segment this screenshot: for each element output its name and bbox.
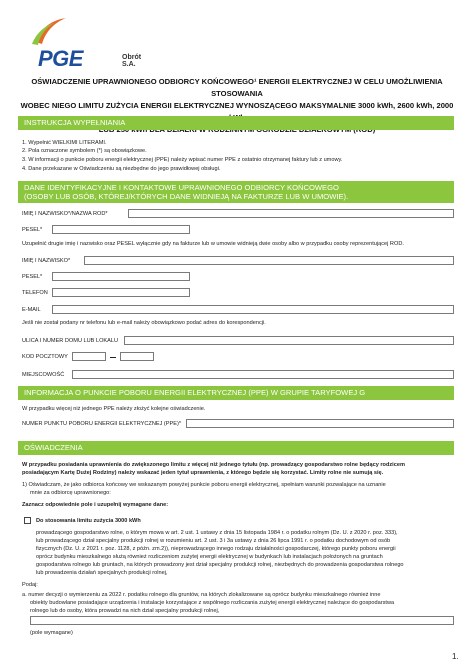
identification-header: [18, 181, 454, 203]
brand-subtitle: Obrót S.A.: [122, 54, 142, 68]
email-label: E-MAIL: [22, 307, 41, 313]
name2-input[interactable]: [84, 256, 454, 265]
street-label: ULICA I NUMER DOMU LUB LOKALU: [22, 338, 119, 344]
name-label: IMIĘ I NAZWISKO*/NAZWA ROD*: [22, 211, 108, 217]
give-label: Podaj:: [22, 582, 38, 588]
phone-label: TELEFON: [22, 290, 48, 296]
name2-label: IMIĘ I NAZWISKO*: [22, 258, 71, 264]
item-a-line-1: a. numer decyzji o wymierzeniu za 2022 r. podatku rolnego dla gruntów, na których zlokalizowane są oprócz budynku mieszkalnego również inne: [22, 592, 381, 598]
item-a-line-2: obiekty budowlane posiadające urządzenia i instalacje korzystające z wspólnego rozliczania zużytej energii elektrycznej należące do gospodarstwa: [30, 600, 395, 606]
title-line-1: OŚWIADCZENIE UPRAWNIONEGO ODBIORCY KOŃCOWEGO¹ ENERGII ELEKTRYCZNEJ W CELU UMOŻLIWIENIA STOSOWANIA: [31, 77, 443, 98]
limit-3000-checkbox[interactable]: [24, 517, 31, 524]
city-label: MIEJSCOWOŚĆ: [22, 372, 65, 378]
declarations-header: OŚWIADCZENIA: [18, 441, 454, 455]
decision-number-input[interactable]: [30, 616, 454, 625]
email-input[interactable]: [52, 305, 454, 314]
pge-logo: [18, 14, 142, 71]
mark-instruction: Zaznacz odpowiednie pole i uzupełnij wymagane dane:: [22, 502, 169, 508]
pesel2-input[interactable]: [52, 272, 190, 281]
limit-3000-text-5: gospodarstwa rolnego lub gruntach, na których prowadzony jest dział specjalny produkcji rolnej, niezbędnych do prowadzenia gospodarstwa rolnego: [36, 562, 404, 568]
limit-3000-text-6: lub prowadzenia działań specjalnych produkcji rolnej,: [36, 570, 168, 576]
ppe-header: INFORMACJA O PUNKCIE POBORU ENERGII ELEKTRYCZNEJ (PPE) W GRUPIE TARYFOWEJ G: [18, 386, 454, 400]
declaration-1-line-1: 1) Oświadczam, że jako odbiorca końcowy we wskazanym powyżej punkcie poboru energii elektrycznej, spełniam warunki pozwalające na uznanie: [22, 482, 386, 488]
contact-note: Jeśli nie został podany nr telefonu lub e-mail należy obowiązkowo podać adres do korespondencji.: [22, 320, 266, 326]
phone-input[interactable]: [52, 288, 190, 297]
limit-3000-text-1: prowadzącego gospodarstwo rolne, o którym mowa w art. 2 ust. 1 ustawy z dnia 15 listopada 1984 r. o podatku rolnym (Dz. U. z 2020 r. poz. 333),: [36, 530, 398, 536]
pesel2-label: PESEL*: [22, 274, 43, 280]
city-input[interactable]: [72, 370, 454, 379]
limit-3000-title: Do stosowania limitu zużycia 3000 kWh: [36, 518, 141, 524]
second-person-note: Uzupełnić drugie imię i nazwisko oraz PESEL wyłącznie gdy na fakturze lub w umowie widnieją dwie osoby albo w przypadku osoby reprezentującej ROD.: [22, 241, 404, 247]
page-number: 1.: [452, 652, 459, 661]
pesel-input[interactable]: [52, 225, 190, 234]
brand-name: PGE: [38, 46, 83, 71]
limit-3000-text-3: fizycznych (Dz. U. z 2021 r. poz. 1128, z późn. zm.2)), nieprowadzącego innego rodzaju działalności gospodarczej, którego punkty poboru energii: [36, 546, 396, 552]
instructions-header: INSTRUKCJA WYPEŁNIANIA: [18, 116, 454, 130]
instruction-2: 2. Pola oznaczone symbolem (*) są obowiązkowe.: [22, 148, 147, 154]
declaration-1-line-2: mnie za odbiorcę uprawnionego:: [30, 490, 111, 496]
ppe-note: W przypadku więcej niż jednego PPE należy złożyć kolejne oświadczenie.: [22, 406, 206, 412]
street-input[interactable]: [124, 336, 454, 345]
title-line-2: WOBEC NIEGO LIMITU ZUŻYCIA ENERGII ELEKTRYCZNEJ WYNOSZĄCEGO MAKSYMALNIE 3000 kWh, 2600 kWh, 2000: [20, 101, 454, 110]
instruction-3: 3. W informacji o punkcie poboru energii elektrycznej (PPE) należy wpisać numer PPE z ostatnio otrzymanej faktury lub z umowy.: [22, 157, 343, 163]
declarations-intro-1: W przypadku posiadania uprawnienia do zwiększonego limitu z więcej niż jednego tytułu (np. prowadzący gospodarstwo rolne będący rodzicem: [22, 462, 405, 468]
pesel-label: PESEL*: [22, 227, 43, 233]
instruction-1: 1. Wypełnić WIELKIMI LITERAMI.: [22, 140, 107, 146]
postal-code-part1-input[interactable]: [72, 352, 106, 361]
identification-header-line-1: DANE IDENTYFIKACYJNE I KONTAKTOWE UPRAWNIONEGO ODBIORCY KOŃCOWEGO: [24, 183, 339, 192]
ppe-number-input[interactable]: [186, 419, 454, 428]
name-input[interactable]: [128, 209, 454, 218]
limit-3000-text-2: lub prowadzącego dział specjalny produkcji rolnej w rozumieniu art. 2 ust. 3 i 3a ustawy z dnia 26 lipca 1991 r. o podatku dochodowym od osób: [36, 538, 391, 544]
identification-header-line-2: (OSOBY LUB OSÓB, KTÓREJ/KTÓRYCH DANE WIDNIEJĄ NA FAKTURZE LUB W UMOWIE).: [24, 192, 349, 201]
declarations-intro-2: posiadającym Kartę Dużej Rodziny) należy wskazać jeden tytuł uprawnienia, z którego będzie się korzystać. Limity rolne nie sumują się.: [22, 470, 384, 476]
ppe-number-label: NUMER PUNKTU POBORU ENERGII ELEKTRYCZNEJ (PPE)*: [22, 421, 182, 427]
required-field-note: (pole wymagane): [30, 630, 73, 636]
postal-code-dash: [110, 357, 116, 358]
postal-code-part2-input[interactable]: [120, 352, 154, 361]
limit-3000-text-4: oprócz budynku mieszkalnego służą również rozliczeniom zużytej energii elektrycznej w budynkach lub instalacjach położonych na gruntach: [36, 554, 383, 560]
postal-code-label: KOD POCZTOWY: [22, 354, 68, 360]
instruction-4: 4. Dane przekazane w Oświadczeniu są niezbędne do jego prawidłowej obsługi.: [22, 166, 221, 172]
item-a-line-3: rolnego lub do osoby, która prowadzi na nich dział specjalny produkcji rolnej,: [30, 608, 220, 614]
